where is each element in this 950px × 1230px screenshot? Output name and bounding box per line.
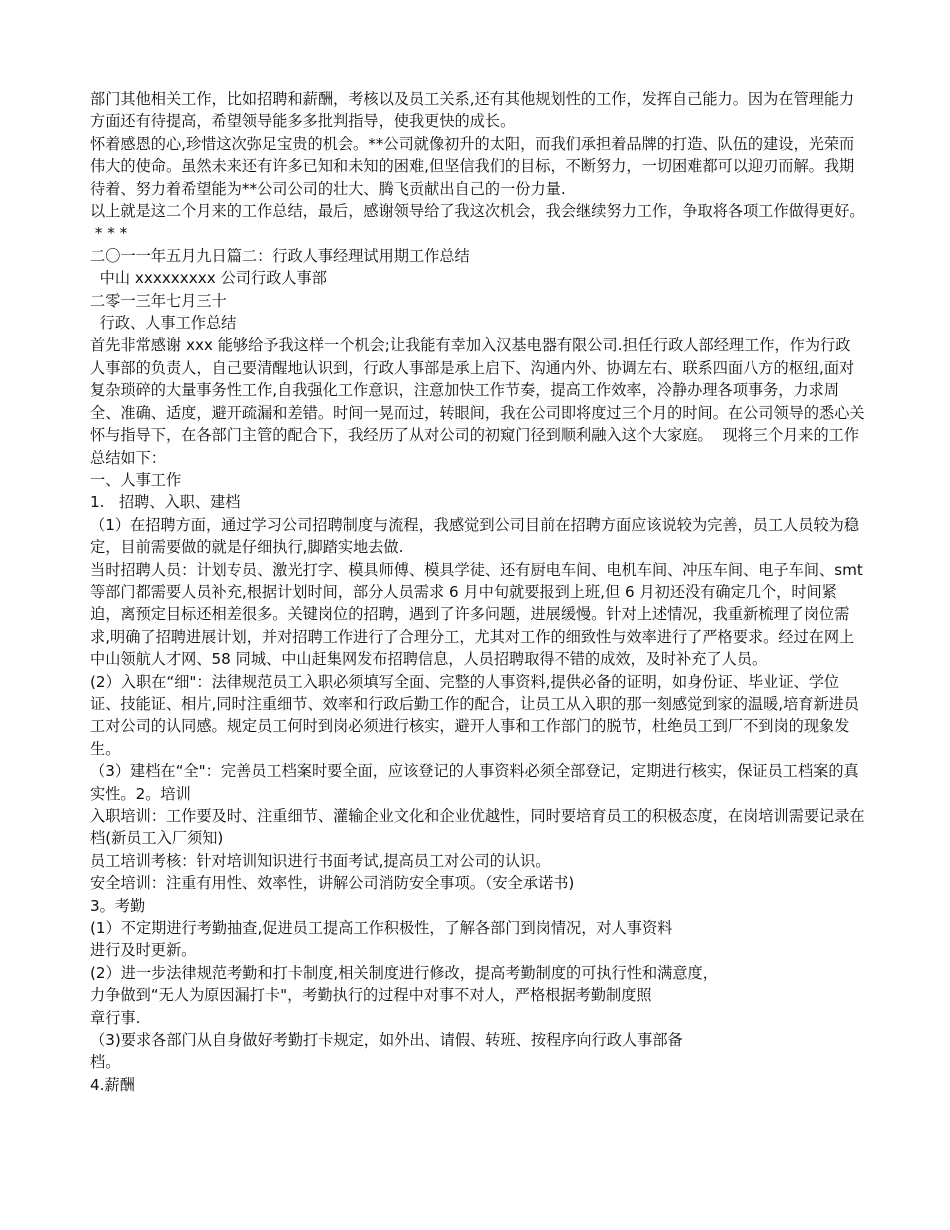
attendance-line-5: 章行事.: [90, 1008, 141, 1027]
attendance-line-2: 进行及时更新。: [90, 941, 197, 960]
paragraph-training-exam: 员工培训考核：针对培训知识进行书面考试,提高员工对公司的认识。: [90, 851, 551, 870]
heading-salary: 4.薪酬: [90, 1075, 135, 1094]
paragraph-recruitment-1: （1）在招聘方面，通过学习公司招聘制度与流程，我感觉到公司目前在招聘方面应该说较为完善，员工人员较为稳定，目前需要做的就是仔细执行,脚踏实地去做.: [90, 515, 860, 557]
heading-recruitment: 1. 招聘、入职、建档: [90, 493, 241, 512]
paragraph-safety-training: 安全培训：注重有用性、效率性，讲解公司消防安全事项。（安全承诺书): [90, 874, 575, 893]
attendance-line-4: 力争做到“无人为原因漏打卡"，考勤执行的过程中对事不对人，严格根据考勤制度照: [90, 986, 652, 1005]
paragraph-closing: 以上就是这二个月来的工作总结，最后，感谢领导给了我这次机会，我会继续努力工作，争取将各项工作做得更好。: [90, 202, 865, 221]
article-title: 二〇一一年五月九日篇二：行政人事经理试用期工作总结: [90, 246, 470, 265]
paragraph-onboarding-training: 入职培训：工作要及时、注重细节、灌输企业文化和企业优越性，同时要培育员工的积极态度，在岗培训需要记录在档(新员工入厂须知): [90, 807, 865, 848]
paragraph-archiving: （3）建档在“全"：完善员工档案时要全面，应该登记的人事资料必须全部登记，定期进行核实，保证员工档案的真实性。2。培训: [90, 762, 859, 803]
attendance-line-7: 档。: [90, 1053, 121, 1072]
section-separator: * * *: [90, 224, 128, 243]
attendance-line-1: (1）不定期进行考勤抽查,促进员工提高工作积极性，了解各部门到岗情况，对人事资料: [90, 919, 673, 938]
heading-personnel-work: 一、人事工作: [90, 470, 182, 489]
paragraph-introduction: 首先非常感谢 xxx 能够给予我这样一个机会;让我能有幸加入汉基电器有限公司.担任行政人部经理工作，作为行政人事部的负责人，自己要清醒地认识到，行政人事部是承上启下、沟通内外、协调左右、联系四面八方的枢纽,面对复杂琐碎的大量事务性工作,自我强化工作意识，注意加快工作节奏，提高工作效率，冷静办理各项事务，力求周全、准确、适度，避开疏漏和差错。时间一晃而过，转眼间，我在公司即将度过三个月的时间。在公司领导的悉心关怀与指导下，在各部门主管的配合下，我经历了从对公司的初窥门径到顺利融入这个大家庭。 现将三个月来的工作总结如下：: [90, 336, 865, 467]
paragraph-recruitment-2: 当时招聘人员：计划专员、激光打字、模具师傅、模具学徒、还有厨电车间、电机车间、冲压车间、电子车间、smt 等部门都需要人员补充,根据计划时间，部分人员需求 6 月中旬就要报到上班,但 6 月初还没有确定几个，时间紧迫，离预定目标还相差很多。关键岗位的招聘，遇到了许多问题，进展缓慢。针对上述情况，我重新梳理了岗位需求,明确了招聘进展计划，并对招聘工作进行了合理分工，尤其对工作的细致性与效率进行了严格要求。经过在网上中山领航人才网、58 同城、中山赶集网发布招聘信息，人员招聘取得不错的成效，及时补充了人员。: [90, 560, 868, 669]
attendance-line-3: (2）进一步法律规范考勤和打卡制度,相关制度进行修改，提高考勤制度的可执行性和满意度，: [90, 963, 718, 982]
paragraph-other-work: 部门其他相关工作，比如招聘和薪酬，考核以及员工关系,还有其他规划性的工作，发挥自己能力。因为在管理能力方面还有待提高，希望领导能多多批判指导，使我更快的成长。: [90, 90, 855, 131]
date-line: 二零一三年七月三十: [90, 291, 227, 310]
document-body: [90, 88, 868, 1096]
attendance-line-6: （3)要求各部门从自身做好考勤打卡规定，如外出、请假、转班、按程序向行政人事部备: [90, 1031, 683, 1050]
department-line: 中山 xxxxxxxxx 公司行政人事部: [90, 269, 327, 288]
paragraph-gratitude: 怀着感恩的心,珍惜这次弥足宝贵的机会。**公司就像初升的太阳，而我们承担着品牌的打造、队伍的建设，光荣而伟大的使命。虽然未来还有许多已知和未知的困难,但坚信我们的目标，不断努力，一切困难都可以迎刃而解。我期待着、努力着希望能为**公司公司的壮大、腾飞贡献出自己的一份力量.: [90, 134, 855, 198]
paragraph-onboarding: (2）入职在“细"：法律规范员工入职必须填写全面、完整的人事资料,提供必备的证明，如身份证、毕业证、学位证、技能证、相片,同时注重细节、效率和行政后勤工作的配合，让员工从入职的那一刻感觉到家的温暖,培育新进员工对公司的认同感。规定员工何时到岗必须进行核实，避开人事和工作部门的脱节，杜绝员工到厂不到岗的现象发生。: [90, 672, 860, 758]
summary-title: 行政、人事工作总结: [90, 314, 237, 333]
heading-attendance: 3。考勤: [90, 896, 146, 915]
